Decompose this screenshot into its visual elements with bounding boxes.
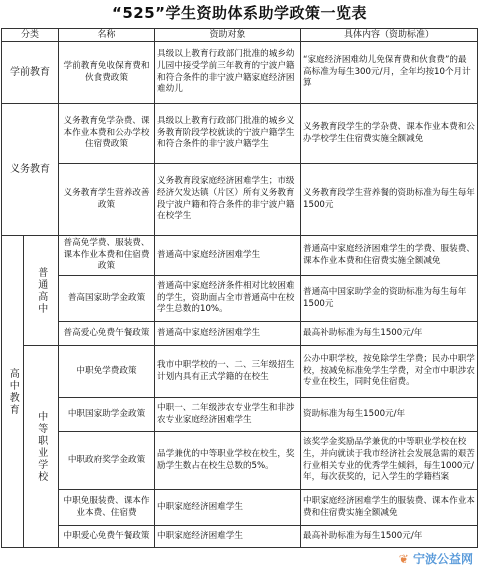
policy-name: 中职免学费政策 [59,346,155,398]
table-row [2,398,478,432]
policy-table [1,28,478,548]
section-vocational-hs-label: 中等职业学校 [35,410,47,483]
header-name: 名称 [59,29,155,42]
policy-target: 具级以上教育行政部门批准的城乡义务教育阶段学校就读的宁波户籍学生和符合条件的非宁波户籍学生 [155,104,301,164]
section-general-hs-label: 普通高中 [35,266,47,315]
policy-target: 中职家庭经济困难学生 [155,490,301,526]
watermark-text: 宁波公益网 [412,552,473,566]
table-row [2,490,478,526]
table-row [2,104,478,164]
policy-target: 义务教育段家庭经济困难学生；市级经济欠发达镇（片区）所有义务教育段宁波户籍和符合条件的非宁波户籍在校学生 [155,164,301,236]
leaf-icon: ❦ [398,552,409,566]
policy-content: 该奖学金奖励品学兼优的中等职业学校在校生，并向就读于我市经济社会发展急需的艰苦行业相关专业的优秀学生倾斜，每生1000元/年，每次获奖的，记入学生的学籍档案 [301,432,478,490]
section-general-hs [24,236,59,346]
policy-name: 学前教育免收保育费和伙食费政策 [59,42,155,104]
page-title: “525”学生资助体系助学政策一览表 [111,4,368,22]
section-vocational-hs [24,346,59,548]
section-highschool [2,236,24,548]
table-row [2,346,478,398]
policy-content: “家庭经济困难幼儿免保育费和伙食费”的最高标准为每生300元/月，全年均按10个月计算 [301,42,478,104]
policy-content: 普通高中家庭经济困难学生的学费、服装费、课本作业本费和住宿费实施全额减免 [301,236,478,276]
policy-name: 中职政府奖学金政策 [59,432,155,490]
section-compulsory: 义务教育 [2,104,59,236]
table-row [2,276,478,322]
policy-name: 普高国家助学金政策 [59,276,155,322]
section-highschool-label: 高中教育 [7,367,19,416]
policy-content: 最高补助标准为每生1500元/年 [301,322,478,346]
section-preschool: 学前教育 [2,42,59,104]
policy-target: 中职一、二年级涉农专业学生和非涉农专业家庭经济困难学生 [155,398,301,432]
table-row [2,526,478,548]
table-row [2,432,478,490]
policy-name: 普高爱心免费午餐政策 [59,322,155,346]
table-row [2,42,478,104]
site-watermark [399,550,473,567]
policy-name: 中职爱心免费午餐政策 [59,526,155,548]
header-content: 具体内容（资助标准） [301,29,478,42]
policy-target: 普通高中家庭经济条件相对比较困难的学生，资助面占全市普通高中在校学生总数的10%。 [155,276,301,322]
policy-content: 普通高中国家助学金的资助标准为每生每年1500元 [301,276,478,322]
policy-content: 义务教育段学生营养餐的资助标准为每生每年1500元 [301,164,478,236]
policy-name: 中职免服装费、课本作业本费、住宿费 [59,490,155,526]
header-target: 资助对象 [155,29,301,42]
table-header-row [2,29,478,42]
policy-content: 最高补助标准为每生1500元/年 [301,526,478,548]
policy-target: 具级以上教育行政部门批准的城乡幼儿园中接受学前三年教育的宁波户籍和符合条件的非宁波户籍家庭经济困难幼儿 [155,42,301,104]
policy-target: 我市中职学校的一、二、三年级招生计划内具有正式学籍的在校生 [155,346,301,398]
policy-target: 品学兼优的中等职业学校在校生，奖励学生数占在校生总数的5%。 [155,432,301,490]
header-category: 分类 [2,29,59,42]
policy-name: 普高免学费、服装费、课本作业本费和住宿费政策 [59,236,155,276]
policy-target: 普通高中家庭经济困难学生 [155,236,301,276]
table-row [2,236,478,276]
policy-name: 义务教育免学杂费、课本作业本费和公办学校住宿费政策 [59,104,155,164]
policy-content: 义务教育段学生的学杂费、课本作业本费和公办学校学生住宿费实施全额减免 [301,104,478,164]
policy-target: 普通高中家庭经济困难学生 [155,322,301,346]
policy-content: 资助标准为每生1500元/年 [301,398,478,432]
policy-name: 义务教育学生营养改善政策 [59,164,155,236]
policy-name: 中职国家助学金政策 [59,398,155,432]
table-row [2,164,478,236]
policy-target: 中职家庭经济困难学生 [155,526,301,548]
policy-content: 中职家庭经济困难学生的服装费、课本作业本费和住宿费实施全额减免 [301,490,478,526]
policy-content: 公办中职学校，按免除学生学费；民办中职学校，按减免标准免学生学费，对全市中职涉农专业在校生，同时免住宿费。 [301,346,478,398]
table-row [2,322,478,346]
